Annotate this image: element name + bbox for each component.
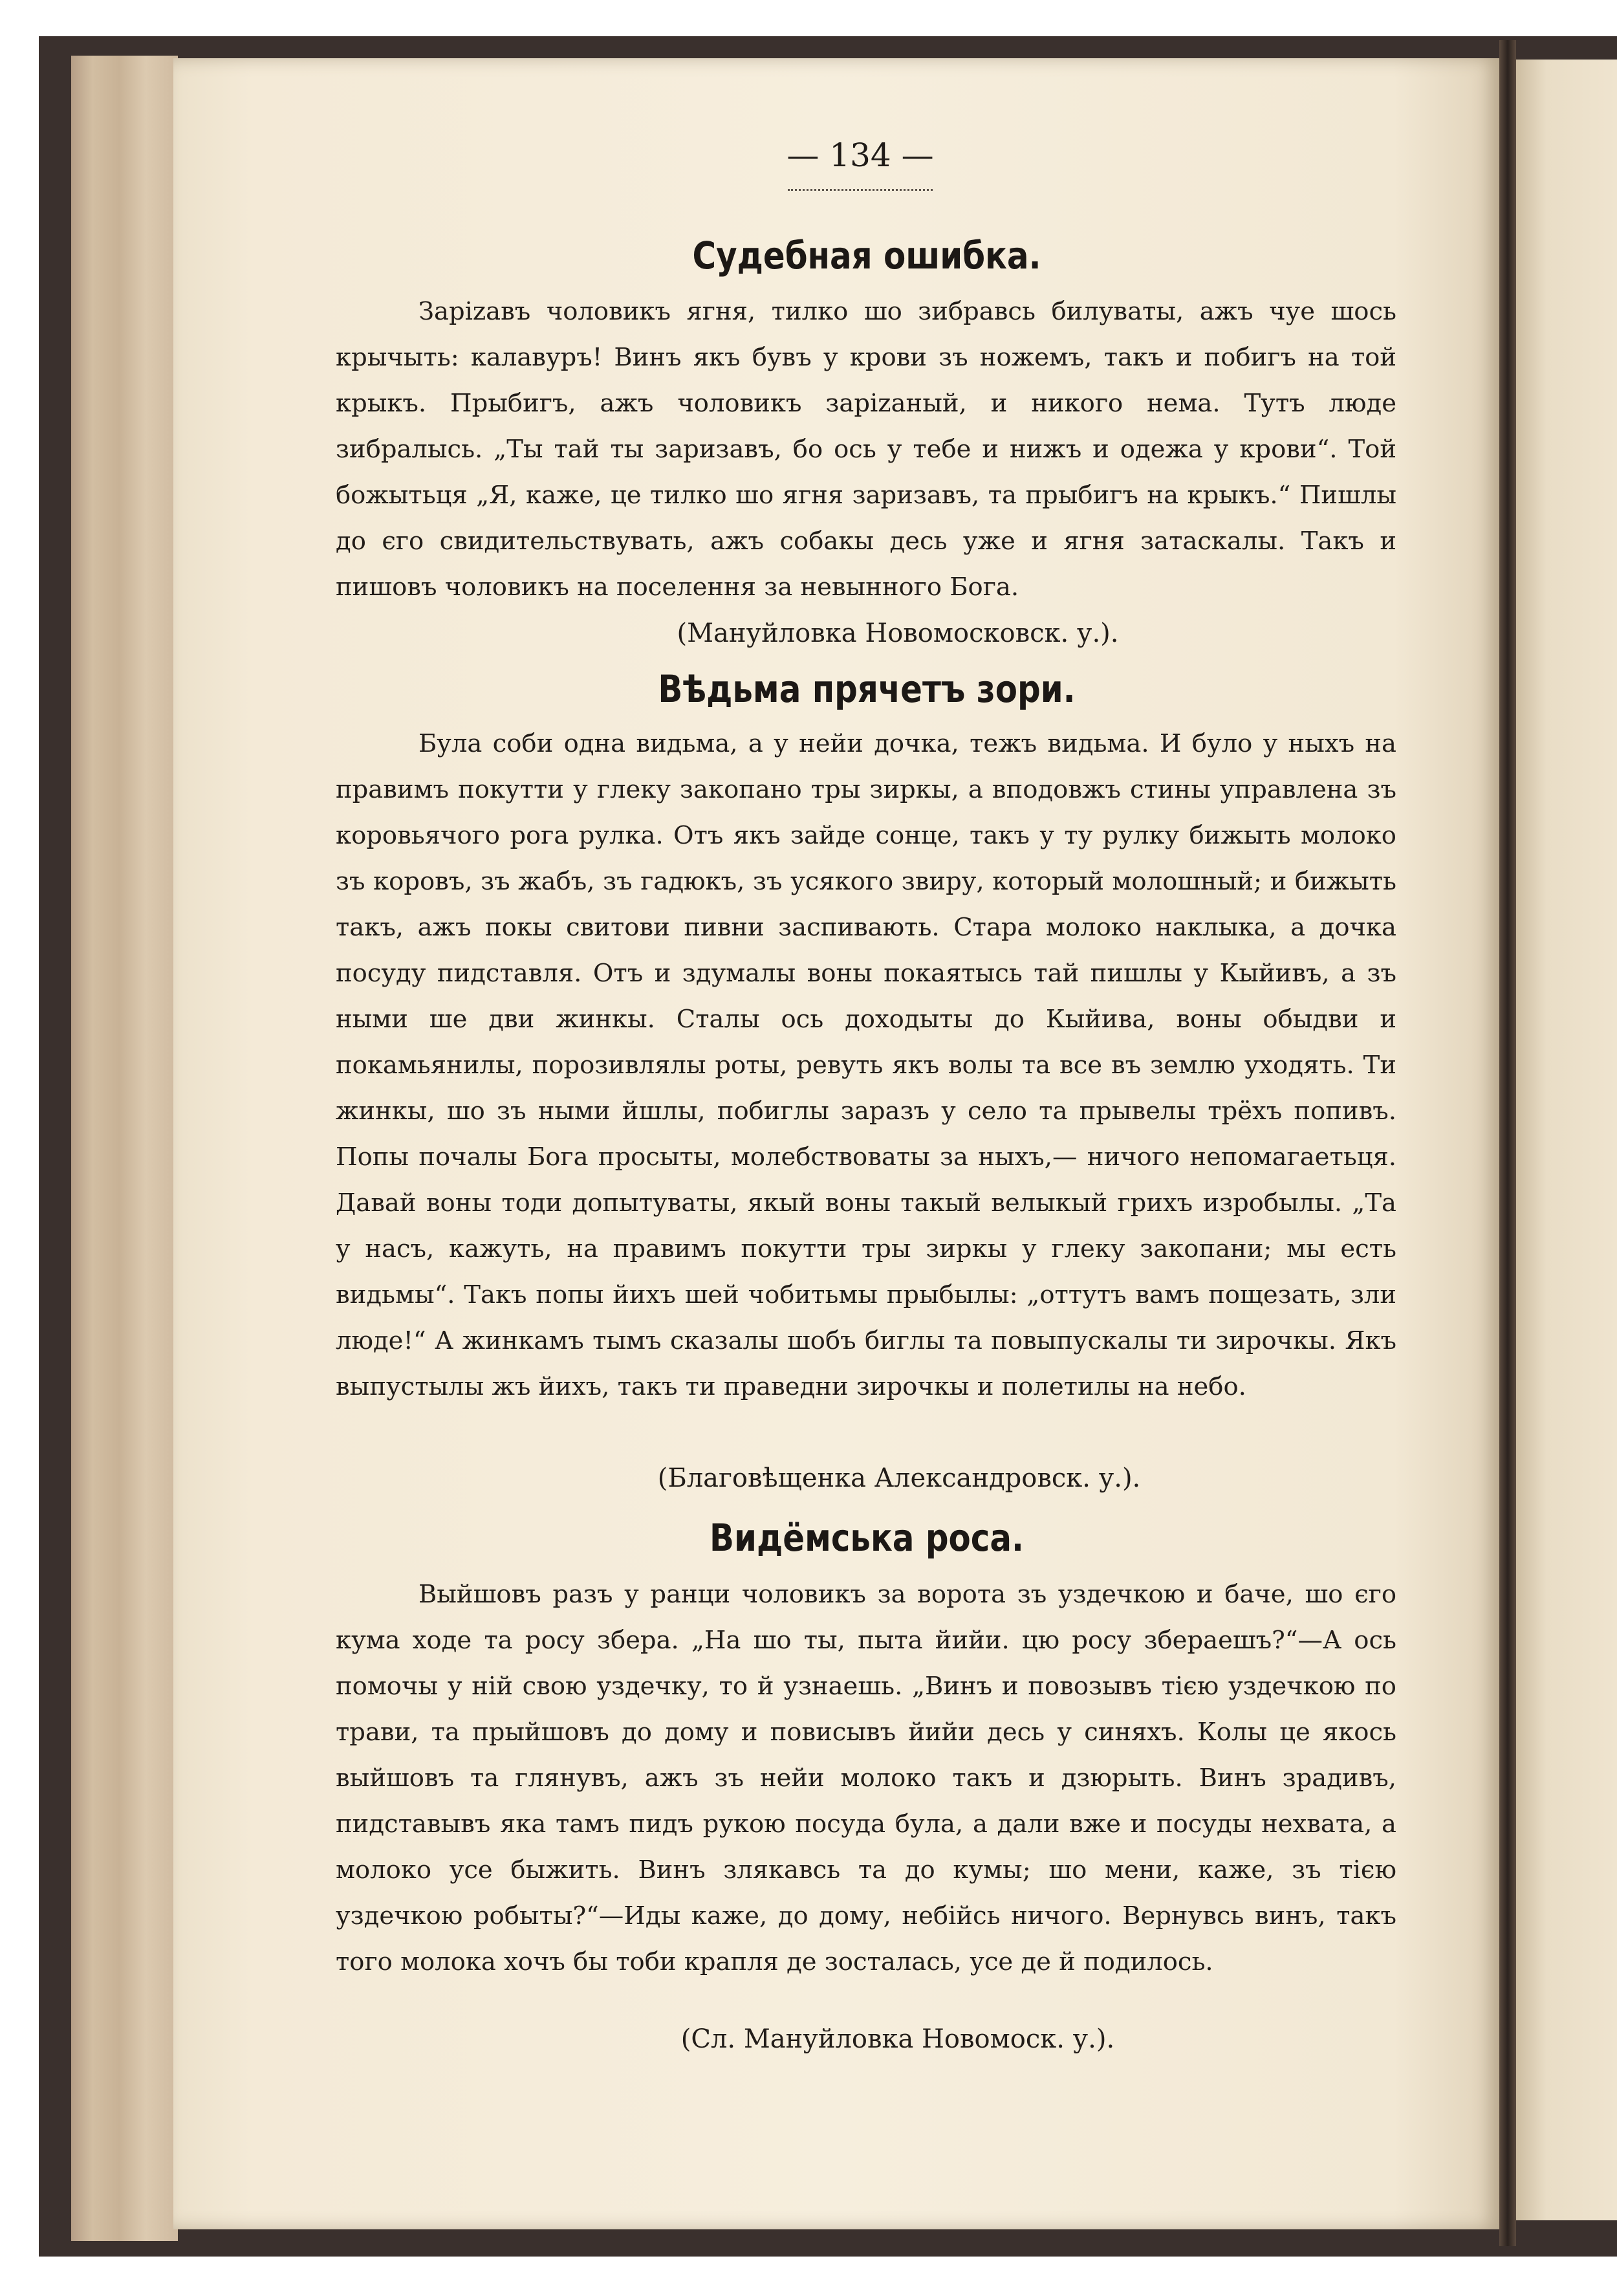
- story-title: Судебная ошибка.: [692, 234, 1041, 278]
- page-number: — 134 —: [787, 137, 934, 174]
- story-text: Зарizавъ чоловикъ ягня, тилко шо зибравсь билуваты, ажъ чуе шось крычыть: калавуръ! Винъ якъ бувъ у крови зъ ножемъ, такъ и побигъ на той крыкъ. Прыбигъ, ажъ чоловикъ зарizаный, и никого нема. Тутъ люде зибралысь. „Ты тай ты заризавъ, бо ось у тебе и нижъ и одежа у крови“. Той божытьця „Я, каже, це тилко шо ягня заризавъ, та прыбигъ на крыкъ.“ Пишлы до єго свидительствувать, ажъ собакы десь уже и ягня затаскалы. Такъ и пишовъ чоловикъ на поселення за невынного Бога.: [336, 297, 1396, 602]
- page-number-underline: [788, 189, 933, 191]
- story-title: Вѣдьма прячетъ зори.: [658, 667, 1076, 711]
- story-source: (Мануйловка Новомосковск. у.).: [677, 618, 1119, 648]
- story-title: Видёмська роса.: [709, 1516, 1024, 1560]
- story-source: (Сл. Мануйловка Новомоск. у.).: [680, 2024, 1115, 2054]
- story-text: Выйшовъ разъ у ранци чоловикъ за ворота зъ уздечкою и баче, шо єго кума ходе та росу збера. „На шо ты, пыта йийи. цю росу збераешъ?“—А ось помочы у ній свою уздечку, то й узнаешь. „Винъ и повозывъ тією уздечкою по трави, та прыйшовъ до дому и повисывъ йийи десь у синяхъ. Колы це якось выйшовъ та глянувъ, ажъ зъ нейи молоко такъ и дзюрыть. Винъ зрадивъ, пидставывъ яка тамъ пидъ рукою посуда була, а дали вже и посуды нехвата, а молоко усе быжить. Винъ злякавсь та до кумы; шо мени, каже, зъ тією уздечкою робыты?“—Иды каже, до дому, небійсь ничого. Вернувсь винъ, такъ того молока хочъ бы тоби крапля де зосталась, усе де й подилось.: [336, 1580, 1396, 1976]
- story-source: (Благовѣщенка Александровск. у.).: [657, 1463, 1141, 1493]
- story-text: Була соби одна видьма, а у нейи дочка, тежъ видьма. И було у ныхъ на правимъ покутти у глеку закопано тры зиркы, а вподовжъ стины управлена зъ коровьячого рога рулка. Отъ якъ зайде сонце, такъ у ту рулку бижыть молоко зъ коровъ, зъ жабъ, зъ гадюкъ, зъ усякого звиру, который молошный; и бижыть такъ, ажъ покы свитови пивни заспивають. Стара молоко наклыка, а дочка посуду пидставля. Отъ и здумалы воны покаятысь тай пишлы у Кыйивъ, а зъ ными ше дви жинкы. Сталы ось доходыты до Кыйива, воны обыдви и покамьянилы, порозивлялы роты, ревуть якъ волы та все въ землю уходять. Ти жинкы, шо зъ ными йшлы, побиглы заразъ у село та прывелы трёхъ попивъ. Попы почалы Бога просыты, молебствоваты за ныхъ,— ничого непомагаетьця. Давай воны тоди допытуваты, якый воны такый велыкый грихъ изробылы. „Та у насъ, кажуть, на правимъ покутти тры зиркы у глеку закопани; мы есть видьмы“. Такъ попы йихъ шей чобитьмы прыбылы: „оттутъ вамъ пощезать, зли люде!“ А жинкамъ тымъ сказалы шобъ биглы та повыпускалы ти зирочкы. Якъ выпустылы жъ йихъ, такъ ти праведни зирочкы и полетилы на небо.: [336, 729, 1396, 1401]
